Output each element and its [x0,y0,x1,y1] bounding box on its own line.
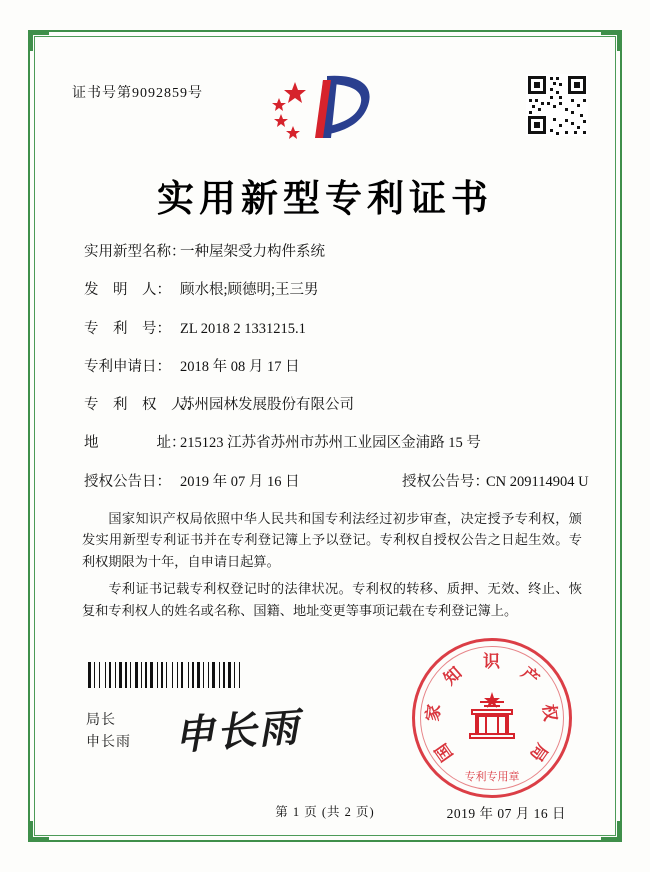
certificate-number: 证书号第9092859号 [72,86,203,101]
field-row-patent-number [84,319,584,341]
patent-emblem-icon [265,68,385,146]
field-value: 苏州园林发展股份有限公司 [180,397,354,413]
field-row-application-date [84,357,584,379]
field-label: 发 明 人： [84,282,171,299]
signature-name-label: 申长雨 [86,734,131,750]
field-label: 专利申请日： [84,358,171,375]
field-label: 专 利 号： [84,320,171,337]
handwritten-signature: 申长雨 [172,703,302,760]
seal-ring-char: 产 [516,663,543,690]
field-sub-value: CN 209114904 U [486,473,589,490]
qr-code-icon [526,74,588,136]
red-official-seal-icon [412,638,572,798]
field-sub-label: 授权公告号： [402,473,489,490]
field-value: 215123 江苏省苏州市苏州工业园区金浦路 15 号 [180,435,481,452]
seal-emblem-icon [462,688,522,748]
seal-ring-char: 家 [423,703,446,723]
page-footer: 第 1 页 (共 2 页) [275,805,375,819]
signature-role-label: 局长 [86,713,116,728]
field-value: 2018 年 08 月 17 日 [180,358,300,375]
field-value: 顾水根;顾德明;王三男 [180,282,319,299]
seal-ring-char: 权 [537,703,560,723]
seal-bottom-text: 专利专用章 [464,771,520,783]
border-corner-bottom-right [601,821,622,842]
field-label: 授权公告日： [84,473,171,490]
legal-paragraph-1: 国家知识产权局依照中华人民共和国专利法经过初步审查，决定授予专利权，颁发实用新型专利证书并在专利登记簿上予以登记。专利权自授权公告之日起生效。专利权期限为十年，自申请日起算。 [82,511,582,569]
seal-ring-char: 国 [431,739,458,766]
seal-date: 2019 年 07 月 16 日 [446,806,566,821]
field-label: 实用新型名称： [84,244,186,260]
seal-ring-char: 知 [440,663,467,690]
field-row-address [84,433,584,455]
border-corner-bottom-left [28,821,49,842]
field-value: 2019 年 07 月 16 日 [180,473,300,490]
field-label: 地 址： [84,435,186,452]
field-value: 一种屋架受力构件系统 [180,244,325,260]
seal-ring-char: 局 [525,739,552,766]
legal-paragraph-2: 专利证书记载专利权登记时的法律状况。专利权的转移、质押、无效、终止、恢复和专利权人的姓名或名称、国籍、地址变更等事项记载在专利登记簿上。 [82,581,582,618]
field-row-patentee [84,395,584,417]
page-title: 实用新型专利证书 [157,176,493,220]
seal-ring-char: 识 [483,652,500,672]
border-corner-top-right [601,30,622,51]
signature-block [86,710,131,753]
border-corner-top-left [28,30,49,51]
barcode-icon [88,662,278,688]
field-row-inventor [84,280,584,302]
legal-text [82,508,582,627]
field-list [84,242,589,510]
field-label: 专 利 权 人： [84,397,200,413]
field-row-grant-announcement [84,472,589,494]
field-value: ZL 2018 2 1331215.1 [180,320,306,337]
certificate-content [56,60,594,826]
field-row-name [84,242,584,264]
